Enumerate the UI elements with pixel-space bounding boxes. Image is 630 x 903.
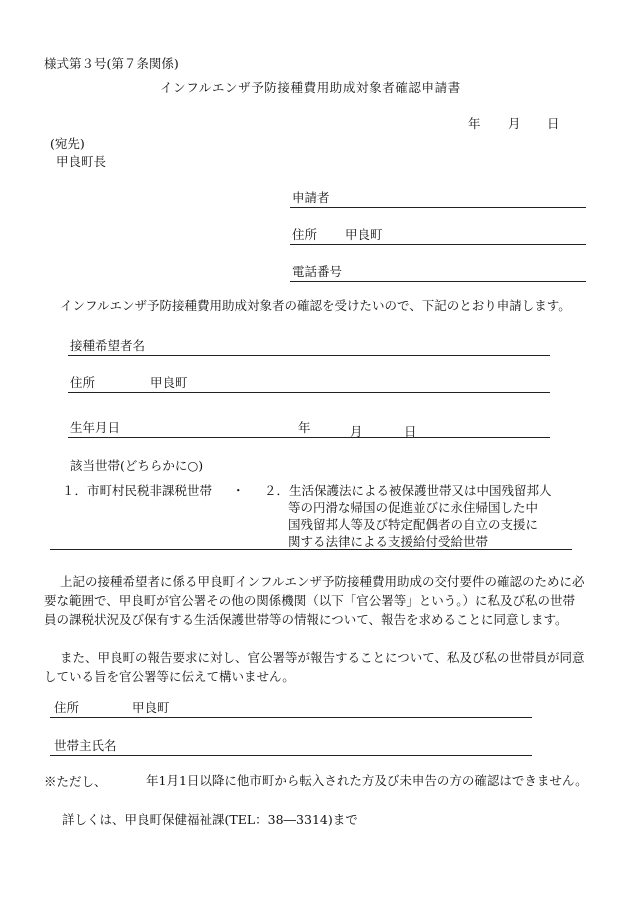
applicant-address-label: 住所	[292, 227, 318, 242]
consent-paragraph-1: 上記の接種希望者に係る甲良町インフルエンザ予防接種費用助成の交付要件の確認のために必要な範囲で、甲良町が官公署その他の関係機関（以下「官公署等」という。）に私及び私の世帯員の課税状況及び保有する生活保護世帯等の情報について、報告を求めることに同意します。	[44, 574, 585, 627]
addressee-name: 甲良町長	[56, 154, 107, 169]
household-divider	[50, 549, 572, 550]
consent-paragraph-2: また、甲良町の報告要求に対し、官公署等が報告することについて、私及び私の世帯員が同意している旨を官公署等に伝えて構いません。	[44, 650, 585, 684]
birth-day-label: 日	[404, 424, 417, 439]
recipient-name-label: 接種希望者名	[70, 338, 146, 353]
recipient-birthdate-line[interactable]	[68, 437, 550, 438]
household-option-2-line1[interactable]: ２．生活保護法による被保護世帯又は中国残留邦人	[264, 483, 552, 498]
household-option-2-line2: 等の円滑な帰国の促進並びに永住帰国した中	[288, 500, 539, 515]
applicant-name-line[interactable]	[290, 207, 586, 208]
applicant-address-value: 甲良町	[345, 227, 383, 242]
household-option-2-line3: 国残留邦人等及び特定配偶者の自立の支援に	[288, 517, 539, 532]
applicant-address-line[interactable]	[290, 244, 586, 245]
addressee-label: (宛先)	[50, 136, 85, 151]
birth-month-label: 月	[350, 424, 363, 439]
householder-address-line[interactable]	[50, 717, 532, 718]
householder-address-label: 住所	[54, 700, 80, 715]
date-year-label: 年	[468, 116, 481, 131]
recipient-address-line[interactable]	[68, 392, 550, 393]
recipient-name-line[interactable]	[68, 355, 550, 356]
applicant-name-label: 申請者	[292, 190, 330, 205]
form-number: 様式第３号(第７条関係)	[44, 56, 179, 71]
household-option-2-line4: 関する法律による支援給付受給世帯	[288, 534, 489, 549]
household-option-1[interactable]: １．市町村民税非課税世帯	[62, 483, 213, 498]
recipient-birthdate-label: 生年月日	[70, 420, 121, 435]
householder-name-line[interactable]	[50, 755, 532, 756]
applicant-phone-line[interactable]	[290, 281, 586, 282]
householder-address-value: 甲良町	[132, 700, 170, 715]
intro-text: インフルエンザ予防接種費用助成対象者の確認を受けたいので、下記のとおり申請します。	[60, 298, 571, 313]
contact-info: 詳しくは、甲良町保健福祉課(TEL：38―3314)まで	[62, 812, 358, 827]
document-title: インフルエンザ予防接種費用助成対象者確認申請書	[160, 80, 461, 95]
note-prefix: ※ただし、	[44, 774, 107, 789]
date-month-label: 月	[508, 116, 521, 131]
date-day-label: 日	[547, 116, 560, 131]
note-text: 年1月1日以降に他市町から転入された方及び未申告の方の確認はできません。	[146, 773, 588, 788]
household-option-separator: ・	[232, 483, 245, 498]
household-heading: 該当世帯(どちらかに○)	[70, 458, 204, 473]
householder-name-label: 世帯主氏名	[54, 738, 117, 753]
recipient-address-label: 住所	[70, 375, 96, 390]
birth-year-label: 年	[298, 420, 311, 435]
recipient-address-value: 甲良町	[150, 375, 188, 390]
applicant-phone-label: 電話番号	[292, 264, 343, 279]
